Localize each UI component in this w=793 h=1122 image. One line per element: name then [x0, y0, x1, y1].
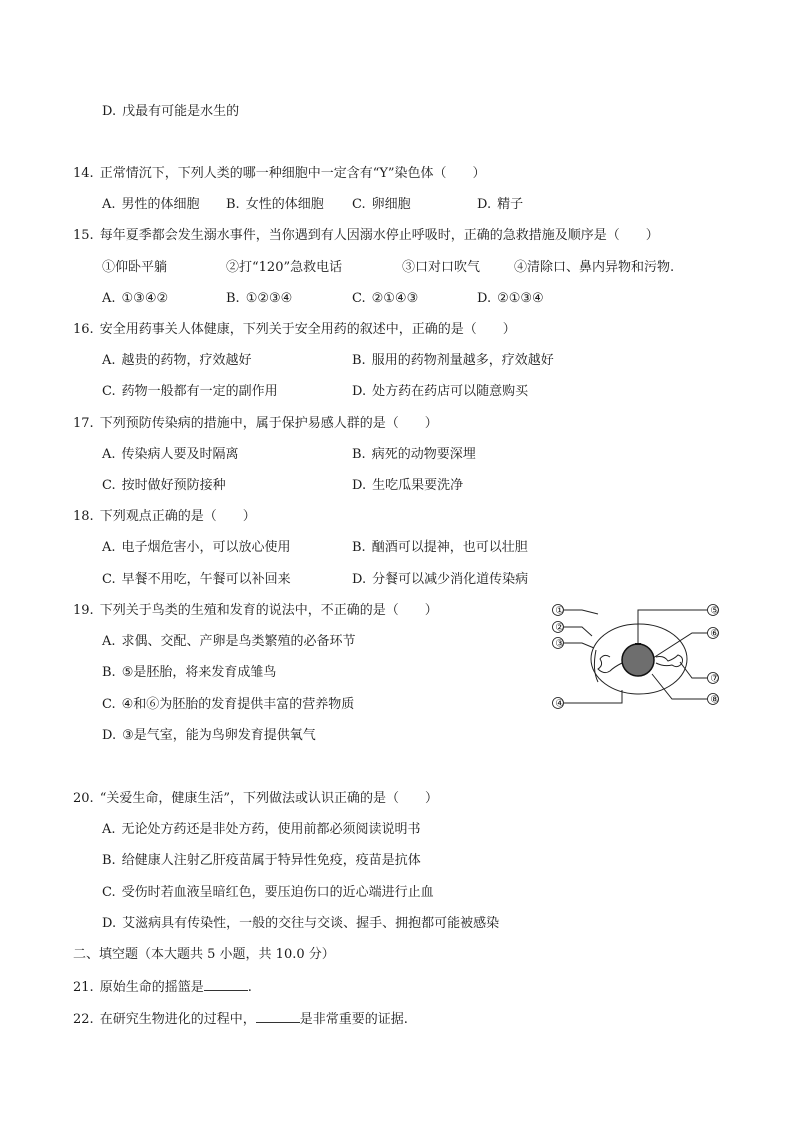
- q15-option-d: [477, 291, 544, 307]
- leader-4: [564, 690, 622, 703]
- option-label: C.: [102, 572, 116, 587]
- q20-option-c: [102, 885, 434, 901]
- label-8: ⑧: [710, 694, 720, 706]
- option-text: 按时做好预防接种: [121, 478, 226, 493]
- q15-step-2: ②打“120”急救电话: [226, 260, 343, 275]
- q14-option-b: [226, 197, 324, 213]
- chalaza-right: [656, 655, 683, 667]
- q17-option-a: [102, 447, 239, 463]
- q20-option-b: [102, 853, 421, 869]
- q20-option-a: [102, 822, 421, 838]
- q14-option-a: [102, 197, 200, 213]
- option-label: D.: [102, 104, 117, 119]
- q14-option-d: [477, 197, 523, 213]
- label-3: ③: [555, 638, 565, 650]
- question-text: “关爱生命，健康生活”，下列做法或认识正确的是（ ）: [99, 791, 438, 806]
- option-label: D.: [352, 384, 367, 399]
- question-text-after: 是非常重要的证据.: [299, 1012, 408, 1027]
- question-text-before: 在研究生物进化的过程中，: [99, 1012, 256, 1027]
- option-text: 求偶、交配、产卵是鸟类繁殖的必备环节: [121, 634, 356, 649]
- question-text: 下列观点正确的是（ ）: [99, 509, 256, 524]
- option-label: C.: [352, 197, 366, 212]
- chalaza-left: [598, 655, 622, 672]
- q15-option-b: [226, 291, 292, 307]
- q18-option-d: [352, 572, 528, 588]
- option-text: ③是气室，能为鸟卵发育提供氧气: [122, 728, 316, 743]
- option-label: A.: [102, 540, 116, 555]
- option-label: D.: [477, 291, 492, 306]
- option-text: 生吃瓜果要洗净: [372, 478, 464, 493]
- question-19-stem: [73, 603, 438, 619]
- question-number: 21.: [73, 980, 94, 995]
- option-label: A.: [102, 197, 116, 212]
- leader-3: [564, 643, 594, 648]
- option-text: 酗酒可以提神，也可以壮胆: [371, 540, 528, 555]
- option-label: B.: [352, 447, 366, 462]
- q18-option-c: [102, 572, 291, 588]
- q19-option-d: [102, 728, 316, 744]
- question-number: 16.: [73, 322, 94, 337]
- leader-5: [638, 610, 707, 644]
- option-text: ⑤是胚胎，将来发育成雏鸟: [121, 665, 277, 680]
- bird-egg-diagram: [552, 600, 730, 718]
- question-number: 22.: [73, 1012, 94, 1027]
- q16-option-d: [352, 384, 528, 400]
- option-text: 精子: [497, 197, 524, 212]
- question-number: 17.: [73, 416, 94, 431]
- option-text: 分餐可以减少消化道传染病: [372, 572, 529, 587]
- leader-1: [564, 610, 598, 614]
- option-label: B.: [226, 291, 240, 306]
- label-1: ①: [555, 605, 565, 617]
- option-label: C.: [102, 478, 116, 493]
- question-text: 每年夏季都会发生溺水事件，当你遇到有人因溺水停止呼吸时，正确的急救措施及顺序是（ ）: [99, 228, 659, 243]
- option-label: B.: [102, 853, 116, 868]
- question-18-stem: [73, 509, 256, 525]
- answer-blank[interactable]: [256, 1010, 300, 1023]
- option-label: A.: [102, 634, 116, 649]
- option-text: 艾滋病具有传染性，一般的交往与交谈、握手、拥抱都可能被感染: [122, 916, 500, 931]
- question-number: 20.: [73, 791, 94, 806]
- question-14-stem: [73, 166, 486, 182]
- option-label: C.: [352, 291, 366, 306]
- option-label: D.: [352, 478, 367, 493]
- option-label: D.: [102, 916, 117, 931]
- section-2-title: 二、填空题（本大题共 5 小题，共 10.0 分）: [73, 947, 335, 962]
- option-label: C.: [102, 885, 116, 900]
- q17-option-d: [352, 478, 463, 494]
- label-4: ④: [555, 698, 565, 710]
- q18-option-a: [102, 540, 291, 556]
- q15-step-3: ③口对口吹气: [402, 260, 481, 275]
- q15-option-a: [102, 291, 168, 307]
- question-17-stem: [73, 416, 438, 432]
- option-text: 电子烟危害小，可以放心使用: [121, 540, 291, 555]
- q16-option-a: [102, 353, 252, 369]
- label-2: ②: [555, 622, 565, 634]
- option-text: 早餐不用吃，午餐可以补回来: [121, 572, 291, 587]
- option-text: 病死的动物要深埋: [371, 447, 476, 462]
- question-number: 19.: [73, 603, 94, 618]
- option-text: 处方药在药店可以随意购买: [372, 384, 529, 399]
- question-text-after: .: [247, 980, 252, 995]
- option-text: 卵细胞: [371, 197, 411, 212]
- leader-7: [680, 662, 707, 678]
- option-text: ①②③④: [245, 291, 293, 306]
- option-text: 男性的体细胞: [121, 197, 200, 212]
- question-text: 下列关于鸟类的生殖和发育的说法中，不正确的是（ ）: [99, 603, 438, 618]
- q17-option-b: [352, 447, 476, 463]
- question-15-stem: [73, 228, 659, 244]
- option-label: D.: [102, 728, 117, 743]
- question-text-before: 原始生命的摇篮是: [99, 980, 204, 995]
- option-text: 给健康人注射乙肝疫苗属于特异性免疫，疫苗是抗体: [121, 853, 421, 868]
- option-label: B.: [226, 197, 240, 212]
- leader-6: [650, 633, 707, 660]
- option-label: A.: [102, 353, 116, 368]
- answer-blank[interactable]: [204, 978, 248, 991]
- option-text: 越贵的药物，疗效越好: [121, 353, 252, 368]
- label-6: ⑥: [710, 628, 720, 640]
- option-text: 服用的药物剂量越多，疗效越好: [371, 353, 554, 368]
- q18-option-b: [352, 540, 528, 556]
- option-label: C.: [102, 697, 116, 712]
- option-text: 无论处方药还是非处方药，使用前都必须阅读说明书: [121, 822, 421, 837]
- q19-option-b: [102, 665, 276, 681]
- option-text: 女性的体细胞: [245, 197, 324, 212]
- question-number: 15.: [73, 228, 94, 243]
- q17-option-c: [102, 478, 226, 494]
- question-text: 下列预防传染病的措施中，属于保护易感人群的是（ ）: [99, 416, 438, 431]
- option-label: D.: [352, 572, 367, 587]
- q16-option-b: [352, 353, 554, 369]
- q20-option-d: [102, 916, 499, 932]
- question-number: 14.: [73, 166, 94, 181]
- q15-step-4: ④清除口、鼻内异物和污物.: [514, 260, 675, 275]
- option-text: ①③④②: [121, 291, 169, 306]
- question-text: 正常情沉下，下列人类的哪一种细胞中一定含有“Y”染色体（ ）: [99, 166, 486, 181]
- question-22: [73, 1010, 408, 1028]
- option-label: B.: [102, 665, 116, 680]
- option-text: ②①④③: [371, 291, 419, 306]
- q14-option-c: [352, 197, 411, 213]
- option-text: 药物一般都有一定的副作用: [121, 384, 278, 399]
- q19-option-c: [102, 697, 354, 713]
- question-text: 安全用药事关人体健康，下列关于安全用药的叙述中，正确的是（ ）: [99, 322, 516, 337]
- option-text: ④和⑥为胚胎的发育提供丰富的营养物质: [121, 697, 355, 712]
- option-label: A.: [102, 447, 116, 462]
- option-text: 传染病人要及时隔离: [121, 447, 239, 462]
- question-20-stem: [73, 791, 438, 807]
- option-text: 受伤时若血液呈暗红色，要压迫伤口的近心端进行止血: [121, 885, 434, 900]
- leader-2: [564, 627, 592, 636]
- q16-option-c: [102, 384, 278, 400]
- question-number: 18.: [73, 509, 94, 524]
- option-text: 戊最有可能是水生的: [122, 104, 240, 119]
- option-label: C.: [102, 384, 116, 399]
- question-16-stem: [73, 322, 516, 338]
- option-label: A.: [102, 291, 116, 306]
- label-7: ⑦: [710, 673, 720, 685]
- q13-option-d: [102, 104, 239, 120]
- q15-step-1: ①仰卧平躺: [102, 260, 168, 275]
- q15-option-c: [352, 291, 418, 307]
- question-21: [73, 978, 252, 996]
- option-label: D.: [477, 197, 492, 212]
- option-label: A.: [102, 822, 116, 837]
- label-5: ⑤: [710, 605, 720, 617]
- q19-option-a: [102, 634, 356, 650]
- option-text: ②①③④: [497, 291, 544, 306]
- option-label: B.: [352, 353, 366, 368]
- germinal-disc: [635, 643, 641, 645]
- option-label: B.: [352, 540, 366, 555]
- yolk: [622, 644, 654, 676]
